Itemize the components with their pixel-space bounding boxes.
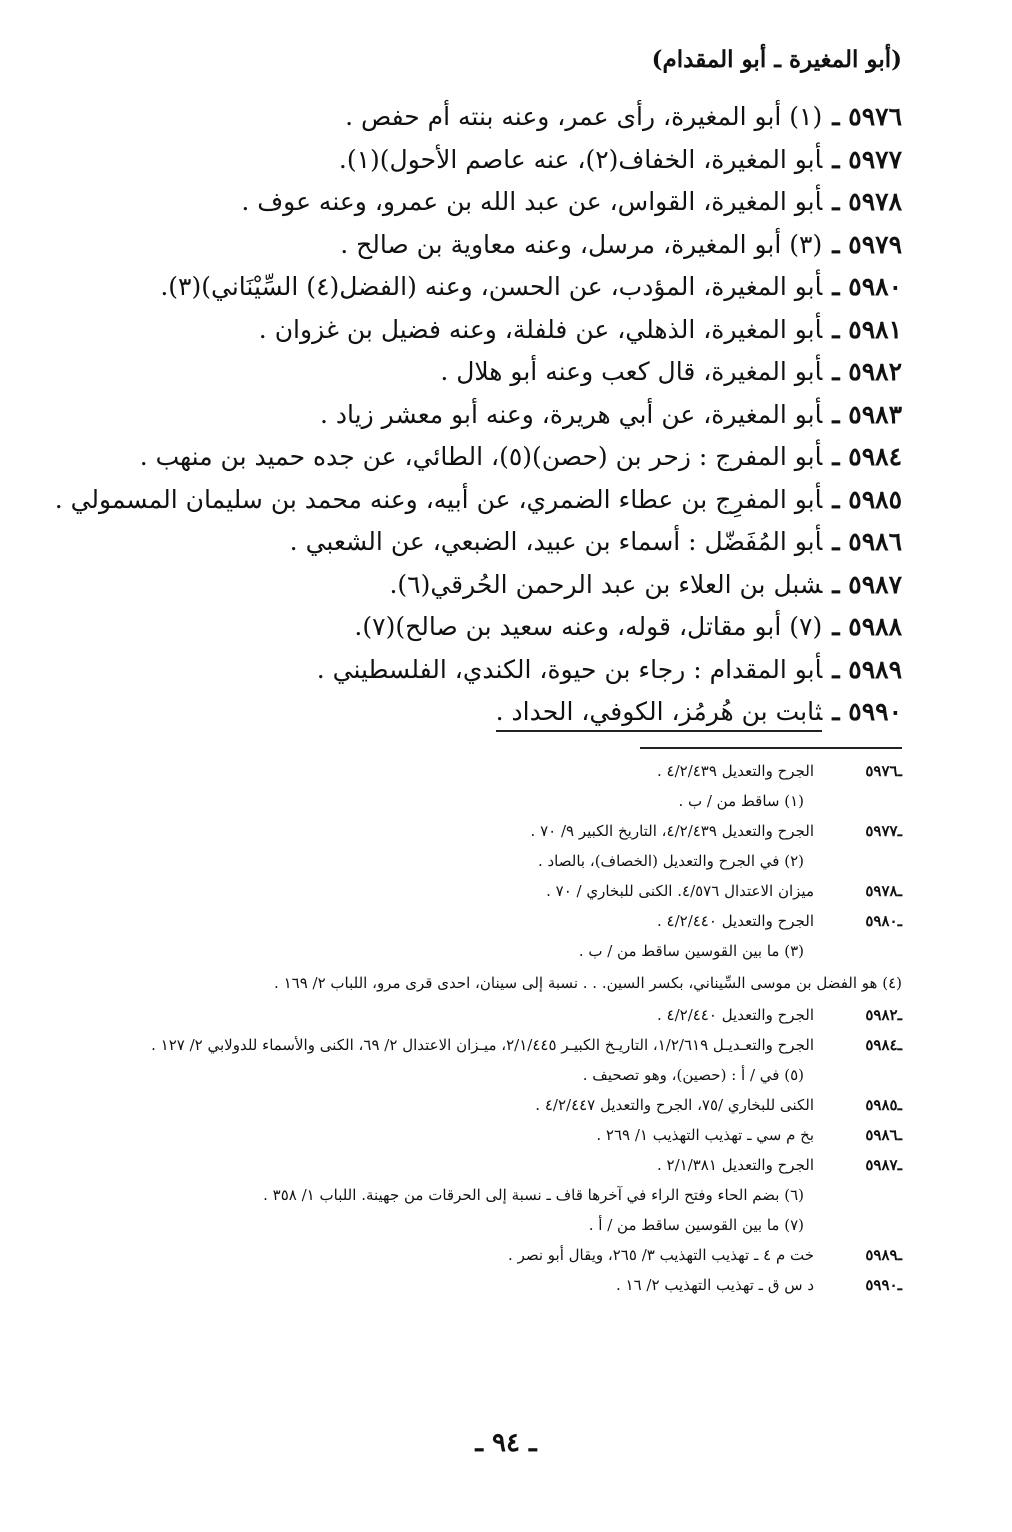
footnote-text: خت م ٤ ـ تهذيب التهذيب ٣/ ٢٦٥، ويقال أبو نصر . bbox=[508, 1246, 814, 1264]
footnote-text: الجرح والتعـديـل ١/٢/٦١٩، التاريـخ الكبيـر ٢/١/٤٤٥، ميـزان الاعتدال ٢/ ٦٩، الكنى والأسماء للدولابي ٢/ ١٢٧ . bbox=[151, 1036, 814, 1054]
entry-number: ٥٩٧٦ ـ bbox=[832, 102, 902, 131]
entry-5990 bbox=[102, 691, 902, 734]
entry-number: ٥٩٨١ ـ bbox=[832, 314, 902, 344]
entry-5989 bbox=[102, 649, 902, 692]
entry-number: ٥٩٨٤ ـ bbox=[832, 442, 902, 471]
entry-number: ٥٩٩٠ ـ bbox=[832, 697, 902, 726]
footnote-text: (٥) في / أ : (حصين)، وهو تصحيف . bbox=[582, 1066, 804, 1084]
footnote-text: الجرح والتعديل ٤/٢/٤٤٠ . bbox=[656, 912, 814, 930]
footnote-5976 bbox=[100, 756, 902, 786]
entry-number: ٥٩٨٩ ـ bbox=[832, 654, 902, 684]
footnote-6 bbox=[100, 1180, 902, 1210]
entry-text: (٣) أبو المغيرة، مرسل، وعنه معاوية بن صالح . bbox=[340, 229, 823, 259]
entries-list bbox=[54, 96, 902, 734]
footnotes bbox=[100, 756, 902, 1300]
footnote-divider bbox=[640, 747, 902, 749]
entry-number: ٥٩٨٦ ـ bbox=[832, 527, 902, 556]
entry-text: (١) أبو المغيرة، رأى عمر، وعنه بنته أم حفص . bbox=[345, 102, 823, 131]
footnote-5989 bbox=[100, 1240, 902, 1270]
footnote-3 bbox=[100, 936, 902, 966]
footnote-text: (٣) ما بين القوسين ساقط من / ب . bbox=[578, 942, 804, 960]
footnote-number: ـ٥٩٧٨ bbox=[865, 882, 902, 900]
entry-text: أبو المُفَضّل : أسماء بن عبيد، الضبعي، عن الشعبي . bbox=[289, 527, 823, 556]
footnote-text: بخ م سي ـ تهذيب التهذيب ١/ ٢٦٩ . bbox=[596, 1126, 814, 1144]
entry-5982 bbox=[102, 351, 902, 394]
entry-number: ٥٩٨٥ ـ bbox=[832, 484, 902, 514]
footnote-number: ـ٥٩٩٠ bbox=[865, 1276, 902, 1294]
entry-5981 bbox=[102, 309, 902, 352]
entry-text: ثابت بن هُرمُز، الكوفي، الحداد . bbox=[496, 697, 823, 732]
footnote-5984 bbox=[100, 1030, 902, 1060]
entry-text: أبو المغيرة، قال كعب وعنه أبو هلال . bbox=[440, 357, 823, 386]
footnote-text: الجرح والتعديل ٤/٢/٤٤٠ . bbox=[656, 1006, 814, 1024]
entry-5980 bbox=[102, 266, 902, 309]
entry-5988 bbox=[102, 606, 902, 649]
entry-text: أبو المغيرة، القواس، عن عبد الله بن عمرو، وعنه عوف . bbox=[241, 187, 823, 216]
footnote-number: ـ٥٩٨٠ bbox=[865, 912, 902, 930]
page-number: ـ ٩٤ ـ bbox=[475, 1428, 537, 1458]
footnote-5987 bbox=[100, 1150, 902, 1180]
footnote-5982 bbox=[100, 1000, 902, 1030]
entry-text: أبو المغيرة، الذهلي، عن فلفلة، وعنه فضيل بن غزوان . bbox=[258, 314, 823, 344]
footnote-5985 bbox=[100, 1090, 902, 1120]
footnote-number: ـ٥٩٧٦ bbox=[865, 762, 902, 780]
entry-5987 bbox=[102, 564, 902, 607]
footnote-text: د س ق ـ تهذيب التهذيب ٢/ ١٦ . bbox=[615, 1276, 814, 1294]
entry-5986 bbox=[102, 521, 902, 564]
entry-number: ٥٩٨٣ ـ bbox=[832, 399, 902, 429]
footnote-text: (٤) هو الفضل بن موسى السِّيناني، بكسر السين. . . نسبة إلى سينان، احدى قرى مرو، اللباب ٢/ ١٦٩ . bbox=[274, 974, 902, 992]
footnote-number: ـ٥٩٨٤ bbox=[865, 1036, 902, 1054]
footnote-number: ـ٥٩٨٥ bbox=[865, 1096, 902, 1114]
entry-5977 bbox=[102, 139, 902, 182]
entry-text: أبو المقدام : رجاء بن حيوة، الكندي، الفلسطيني . bbox=[316, 654, 823, 684]
footnote-number: ـ٥٩٨٢ bbox=[865, 1006, 902, 1024]
footnote-number: ـ٥٩٨٦ bbox=[865, 1126, 902, 1144]
footnote-2 bbox=[100, 846, 902, 876]
footnote-5990 bbox=[100, 1270, 902, 1300]
footnote-text: (٢) في الجرح والتعديل (الخصاف)، بالصاد . bbox=[537, 852, 804, 870]
entry-text: أبو المغيرة، الخفاف(٢)، عنه عاصم الأحول)(١). bbox=[338, 144, 823, 174]
entry-5984 bbox=[102, 436, 902, 479]
footnote-5986 bbox=[100, 1120, 902, 1150]
footnote-number: ـ٥٩٨٩ bbox=[865, 1246, 902, 1264]
footnote-text: (١) ساقط من / ب . bbox=[678, 792, 804, 810]
footnote-text: (٧) ما بين القوسين ساقط من / أ . bbox=[588, 1216, 804, 1234]
footnote-1 bbox=[100, 786, 902, 816]
entry-text: أبو المغيرة، عن أبي هريرة، وعنه أبو معشر زياد . bbox=[320, 399, 823, 429]
entry-text: أبو المغيرة، المؤدب، عن الحسن، وعنه (الفضل(٤) السِّيْنَاني)(٣). bbox=[160, 272, 823, 301]
entry-5979 bbox=[102, 224, 902, 267]
entry-5985 bbox=[54, 479, 902, 522]
footnote-5980 bbox=[100, 906, 902, 936]
entry-number: ٥٩٨٠ ـ bbox=[832, 272, 902, 301]
footnote-number: ـ٥٩٨٧ bbox=[865, 1156, 902, 1174]
entry-number: ٥٩٨٧ ـ bbox=[832, 569, 902, 599]
footnote-text: ميزان الاعتدال ٤/٥٧٦. الكنى للبخاري / ٧٠ . bbox=[546, 882, 814, 900]
running-header: (أبو المغيرة ـ أبو المقدام) bbox=[651, 46, 902, 73]
footnote-5977 bbox=[100, 816, 902, 846]
entry-text: (٧) أبو مقاتل، قوله، وعنه سعيد بن صالح)(٧). bbox=[354, 612, 823, 641]
footnote-number: ـ٥٩٧٧ bbox=[865, 822, 902, 840]
entry-number: ٥٩٧٩ ـ bbox=[832, 229, 902, 259]
entry-number: ٥٩٨٢ ـ bbox=[832, 357, 902, 386]
entry-text: أبو المفرج : زحر بن (حصن)(٥)، الطائي، عن جده حميد بن منهب . bbox=[139, 442, 823, 471]
footnote-text: (٦) بضم الحاء وفتح الراء في آخرها قاف ـ نسبة إلى الحرقات من جهينة. اللباب ١/ ٣٥٨ . bbox=[263, 1186, 804, 1204]
footnote-text: الجرح والتعديل ٤/٢/٤٣٩ . bbox=[656, 762, 814, 780]
entry-text: أبو المفرِج بن عطاء الضمري، عن أبيه، وعنه محمد بن سليمان المسمولي . bbox=[54, 484, 823, 514]
entry-number: ٥٩٧٨ ـ bbox=[832, 187, 902, 216]
footnote-5 bbox=[100, 1060, 902, 1090]
footnote-text: الكنى للبخاري /٧٥، الجرح والتعديل ٤/٢/٤٤٧ . bbox=[535, 1096, 814, 1114]
entry-text: شبل بن العلاء بن عبد الرحمن الحُرقي(٦). bbox=[389, 569, 823, 599]
footnote-4 bbox=[100, 966, 902, 1000]
footnote-text: الجرح والتعديل ٤/٢/٤٣٩، التاريخ الكبير ٩/ ٧٠ . bbox=[530, 822, 814, 840]
footnote-text: الجرح والتعديل ٢/١/٣٨١ . bbox=[656, 1156, 814, 1174]
entry-5978 bbox=[102, 181, 902, 224]
footnote-7 bbox=[100, 1210, 902, 1240]
entry-5976 bbox=[102, 96, 902, 139]
entry-5983 bbox=[102, 394, 902, 437]
footnote-5978 bbox=[100, 876, 902, 906]
entry-number: ٥٩٨٨ ـ bbox=[832, 612, 902, 641]
entry-number: ٥٩٧٧ ـ bbox=[832, 144, 902, 174]
